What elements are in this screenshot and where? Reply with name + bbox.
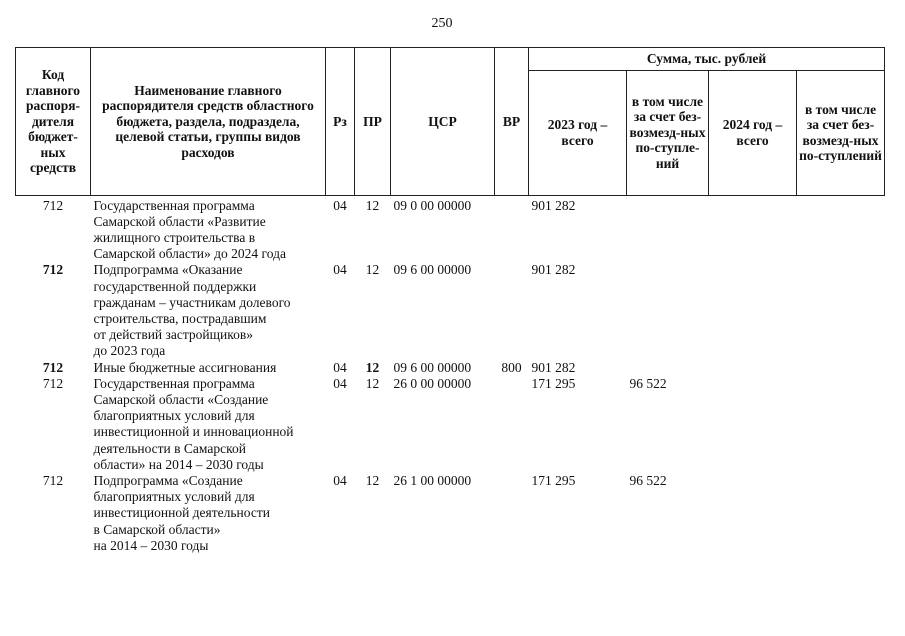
header-code: Код главного распоря-дителя бюджет-ных средств [16,48,91,196]
table-body [16,195,885,554]
row-name-text: Государственная программа Самарской области «Развитие жилищного строительства в Самарской области» до 2024 года [93,197,286,262]
table-row [16,376,885,473]
cell-pr: 12 [365,262,380,278]
header-rz: Рз [326,48,355,196]
cell-pr: 12 [365,197,380,213]
cell-vr [495,262,529,359]
cell-sum-2023: 901 282 [531,262,576,278]
header-2023-grants: в том числе за счет без-возмезд-ных по-ступле-ний [627,70,709,195]
cell-grants-2024 [797,360,885,376]
cell-grants-2023 [627,262,709,359]
cell-grants-2024 [797,473,885,554]
cell-grants-2023: 96 522 [629,375,667,391]
cell-name [91,195,326,262]
cell-rz: 04 [333,262,347,278]
header-sum-title: Сумма, тыс. рублей [529,48,885,71]
cell-sum-2024 [709,376,797,473]
row-name-text: Государственная программа Самарской области «Создание благоприятных условий для инвестиционной и инновационной деятельности в Самарской области» на 2014 – 2030 годы [93,375,294,472]
budget-table [15,47,885,554]
cell-vr: 800 [501,359,522,375]
cell-rz: 04 [333,472,347,488]
table-row [16,195,885,262]
header-pr: ПР [355,48,391,196]
cell-pr: 12 [365,375,380,391]
cell-csr: 26 1 00 00000 [393,472,472,488]
cell-name [91,360,326,376]
header-2024-total: 2024 год – всего [709,70,797,195]
cell-sum-2024 [709,262,797,359]
cell-pr: 12 [365,472,380,488]
cell-vr [495,473,529,554]
cell-grants-2023 [627,360,709,376]
cell-code: 712 [42,472,64,488]
cell-csr: 26 0 00 00000 [393,375,472,391]
cell-sum-2023: 171 295 [531,472,576,488]
cell-grants-2024 [797,376,885,473]
row-name-text: Подпрограмма «Оказание государственной поддержки гражданам – участникам долевого строительства, пострадавшим от действий застройщиков» до 2023 года [93,262,291,359]
row-name-text: Подпрограмма «Создание благоприятных условий для инвестиционной деятельности в Самарской области» на 2014 – 2030 годы [93,472,270,553]
cell-code: 712 [42,359,64,375]
cell-rz: 04 [333,359,347,375]
header-csr: ЦСР [391,48,495,196]
cell-name [91,262,326,359]
cell-csr: 09 6 00 00000 [393,262,472,278]
table-header [16,48,885,196]
cell-name [91,376,326,473]
cell-csr: 09 0 00 00000 [393,197,472,213]
cell-rz: 04 [333,375,347,391]
cell-sum-2023: 901 282 [531,197,576,213]
cell-name [91,473,326,554]
cell-sum-2023: 901 282 [531,359,576,375]
cell-grants-2024 [797,195,885,262]
row-name-text: Иные бюджетные ассигнования [93,359,277,375]
table-row [16,262,885,359]
cell-code: 712 [42,262,64,278]
cell-sum-2023: 171 295 [531,375,576,391]
header-name: Наименование главного распорядителя средств областного бюджета, раздела, подраздела, целевой статьи, группы видов расходов [91,48,326,196]
cell-rz: 04 [333,197,347,213]
cell-grants-2023: 96 522 [629,472,667,488]
cell-grants-2023 [627,195,709,262]
cell-sum-2024 [709,473,797,554]
cell-sum-2024 [709,360,797,376]
header-vr: ВР [495,48,529,196]
page-number: 250 [431,16,453,31]
table-row [16,360,885,376]
header-2023-total: 2023 год – всего [529,70,627,195]
cell-vr [495,195,529,262]
cell-pr: 12 [365,359,380,375]
header-2024-grants: в том числе за счет без-возмезд-ных по-ступлений [797,70,885,195]
cell-sum-2024 [709,195,797,262]
cell-csr: 09 6 00 00000 [393,359,472,375]
table-row [16,473,885,554]
cell-grants-2024 [797,262,885,359]
cell-vr [495,376,529,473]
cell-code: 712 [42,375,64,391]
cell-code: 712 [42,197,64,213]
